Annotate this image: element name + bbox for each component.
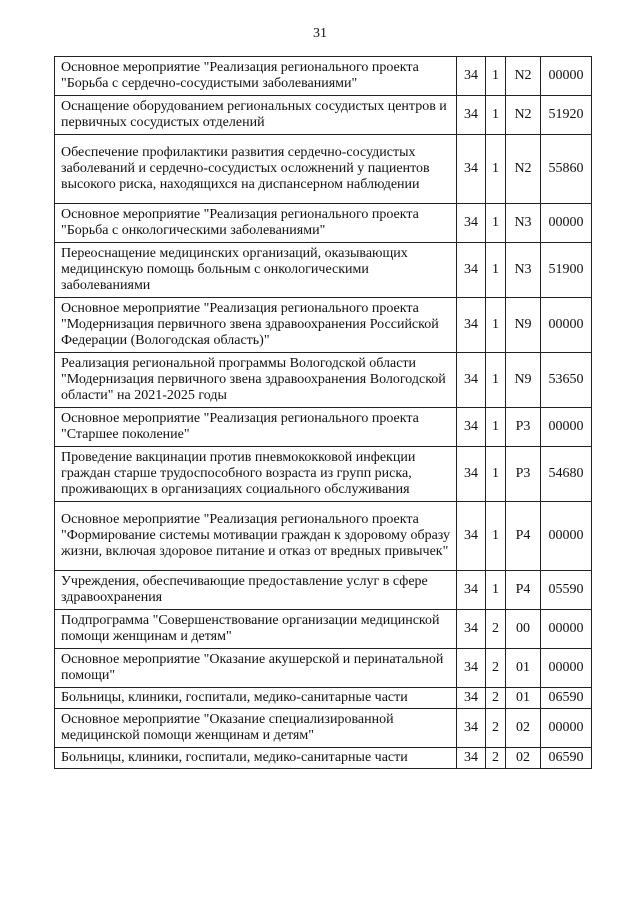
- table-row: [55, 649, 592, 688]
- code-direction-cell: 00000: [541, 298, 592, 353]
- code-chapter-cell: 34: [457, 96, 486, 135]
- table-row: [55, 748, 592, 769]
- row-name-cell: Оснащение оборудованием региональных сосудистых центров и первичных сосудистых отделений: [55, 96, 457, 135]
- table-row: [55, 135, 592, 204]
- code-chapter-cell: 34: [457, 748, 486, 769]
- table-row: [55, 709, 592, 748]
- row-name-cell: Основное мероприятие "Реализация регионального проекта "Старшее поколение": [55, 408, 457, 447]
- row-name-cell: Основное мероприятие "Оказание акушерской и перинатальной помощи": [55, 649, 457, 688]
- code-direction-cell: 00000: [541, 709, 592, 748]
- table-row: [55, 96, 592, 135]
- code-direction-cell: 00000: [541, 649, 592, 688]
- row-name-cell: Реализация региональной программы Вологодской области "Модернизация первичного звена здравоохранения Вологодской области" на 2021-2025 годы: [55, 353, 457, 408]
- row-name-cell: Основное мероприятие "Реализация регионального проекта "Модернизация первичного звена здравоохранения Российской Федерации (Вологодская область)": [55, 298, 457, 353]
- code-chapter-cell: 34: [457, 571, 486, 610]
- code-direction-cell: 05590: [541, 571, 592, 610]
- code-direction-cell: 51900: [541, 243, 592, 298]
- code-chapter-cell: 34: [457, 204, 486, 243]
- code-subprogram-cell: 1: [486, 298, 506, 353]
- code-subprogram-cell: 2: [486, 610, 506, 649]
- code-project-cell: N3: [506, 204, 541, 243]
- code-chapter-cell: 34: [457, 709, 486, 748]
- page-number: 31: [313, 26, 327, 41]
- row-name-cell: Больницы, клиники, госпитали, медико-санитарные части: [55, 688, 457, 709]
- code-project-cell: N2: [506, 57, 541, 96]
- code-direction-cell: 00000: [541, 610, 592, 649]
- budget-table: [54, 56, 592, 769]
- code-project-cell: P3: [506, 447, 541, 502]
- row-name-cell: Основное мероприятие "Реализация регионального проекта "Формирование системы мотивации граждан к здоровому образу жизни, включая здоровое питание и отказ от вредных привычек": [55, 502, 457, 571]
- table-row: [55, 204, 592, 243]
- code-direction-cell: 00000: [541, 57, 592, 96]
- code-direction-cell: 55860: [541, 135, 592, 204]
- table-row: [55, 688, 592, 709]
- table-row: [55, 57, 592, 96]
- code-subprogram-cell: 2: [486, 649, 506, 688]
- row-name-cell: Больницы, клиники, госпитали, медико-санитарные части: [55, 748, 457, 769]
- code-chapter-cell: 34: [457, 243, 486, 298]
- table-row: [55, 571, 592, 610]
- table-row: [55, 408, 592, 447]
- code-subprogram-cell: 1: [486, 353, 506, 408]
- code-project-cell: 01: [506, 688, 541, 709]
- code-project-cell: N9: [506, 298, 541, 353]
- table-row: [55, 447, 592, 502]
- code-chapter-cell: 34: [457, 135, 486, 204]
- code-project-cell: 02: [506, 709, 541, 748]
- code-direction-cell: 51920: [541, 96, 592, 135]
- code-subprogram-cell: 2: [486, 748, 506, 769]
- code-subprogram-cell: 1: [486, 57, 506, 96]
- code-project-cell: N2: [506, 135, 541, 204]
- code-project-cell: 00: [506, 610, 541, 649]
- code-subprogram-cell: 1: [486, 96, 506, 135]
- code-direction-cell: 00000: [541, 408, 592, 447]
- code-chapter-cell: 34: [457, 298, 486, 353]
- row-name-cell: Проведение вакцинации против пневмококковой инфекции граждан старше трудоспособного возраста из групп риска, проживающих в организациях социального обслуживания: [55, 447, 457, 502]
- code-subprogram-cell: 1: [486, 243, 506, 298]
- table-row: [55, 298, 592, 353]
- row-name-cell: Обеспечение профилактики развития сердечно-сосудистых заболеваний и сердечно-сосудистых осложнений у пациентов высокого риска, находящихся на диспансерном наблюдении: [55, 135, 457, 204]
- code-direction-cell: 06590: [541, 748, 592, 769]
- row-name-cell: Основное мероприятие "Реализация регионального проекта "Борьба с онкологическими заболеваниями": [55, 204, 457, 243]
- code-subprogram-cell: 1: [486, 447, 506, 502]
- code-direction-cell: 53650: [541, 353, 592, 408]
- code-project-cell: P4: [506, 571, 541, 610]
- code-subprogram-cell: 1: [486, 408, 506, 447]
- row-name-cell: Основное мероприятие "Реализация регионального проекта "Борьба с сердечно-сосудистыми заболеваниями": [55, 57, 457, 96]
- table-row: [55, 243, 592, 298]
- code-project-cell: N2: [506, 96, 541, 135]
- code-project-cell: 01: [506, 649, 541, 688]
- table-body: [55, 57, 592, 769]
- row-name-cell: Переоснащение медицинских организаций, оказывающих медицинскую помощь больным с онкологическими заболеваниями: [55, 243, 457, 298]
- code-subprogram-cell: 1: [486, 571, 506, 610]
- code-chapter-cell: 34: [457, 353, 486, 408]
- code-project-cell: N9: [506, 353, 541, 408]
- code-subprogram-cell: 2: [486, 709, 506, 748]
- code-chapter-cell: 34: [457, 502, 486, 571]
- code-project-cell: 02: [506, 748, 541, 769]
- row-name-cell: Учреждения, обеспечивающие предоставление услуг в сфере здравоохранения: [55, 571, 457, 610]
- code-project-cell: N3: [506, 243, 541, 298]
- code-direction-cell: 00000: [541, 502, 592, 571]
- code-chapter-cell: 34: [457, 447, 486, 502]
- row-name-cell: Основное мероприятие "Оказание специализированной медицинской помощи женщинам и детям": [55, 709, 457, 748]
- table-row: [55, 502, 592, 571]
- table-row: [55, 353, 592, 408]
- code-direction-cell: 00000: [541, 204, 592, 243]
- code-subprogram-cell: 2: [486, 688, 506, 709]
- code-direction-cell: 54680: [541, 447, 592, 502]
- code-project-cell: P4: [506, 502, 541, 571]
- code-subprogram-cell: 1: [486, 204, 506, 243]
- row-name-cell: Подпрограмма "Совершенствование организации медицинской помощи женщинам и детям": [55, 610, 457, 649]
- code-subprogram-cell: 1: [486, 502, 506, 571]
- table-row: [55, 610, 592, 649]
- code-subprogram-cell: 1: [486, 135, 506, 204]
- code-project-cell: P3: [506, 408, 541, 447]
- code-chapter-cell: 34: [457, 57, 486, 96]
- code-direction-cell: 06590: [541, 688, 592, 709]
- code-chapter-cell: 34: [457, 610, 486, 649]
- code-chapter-cell: 34: [457, 688, 486, 709]
- code-chapter-cell: 34: [457, 408, 486, 447]
- code-chapter-cell: 34: [457, 649, 486, 688]
